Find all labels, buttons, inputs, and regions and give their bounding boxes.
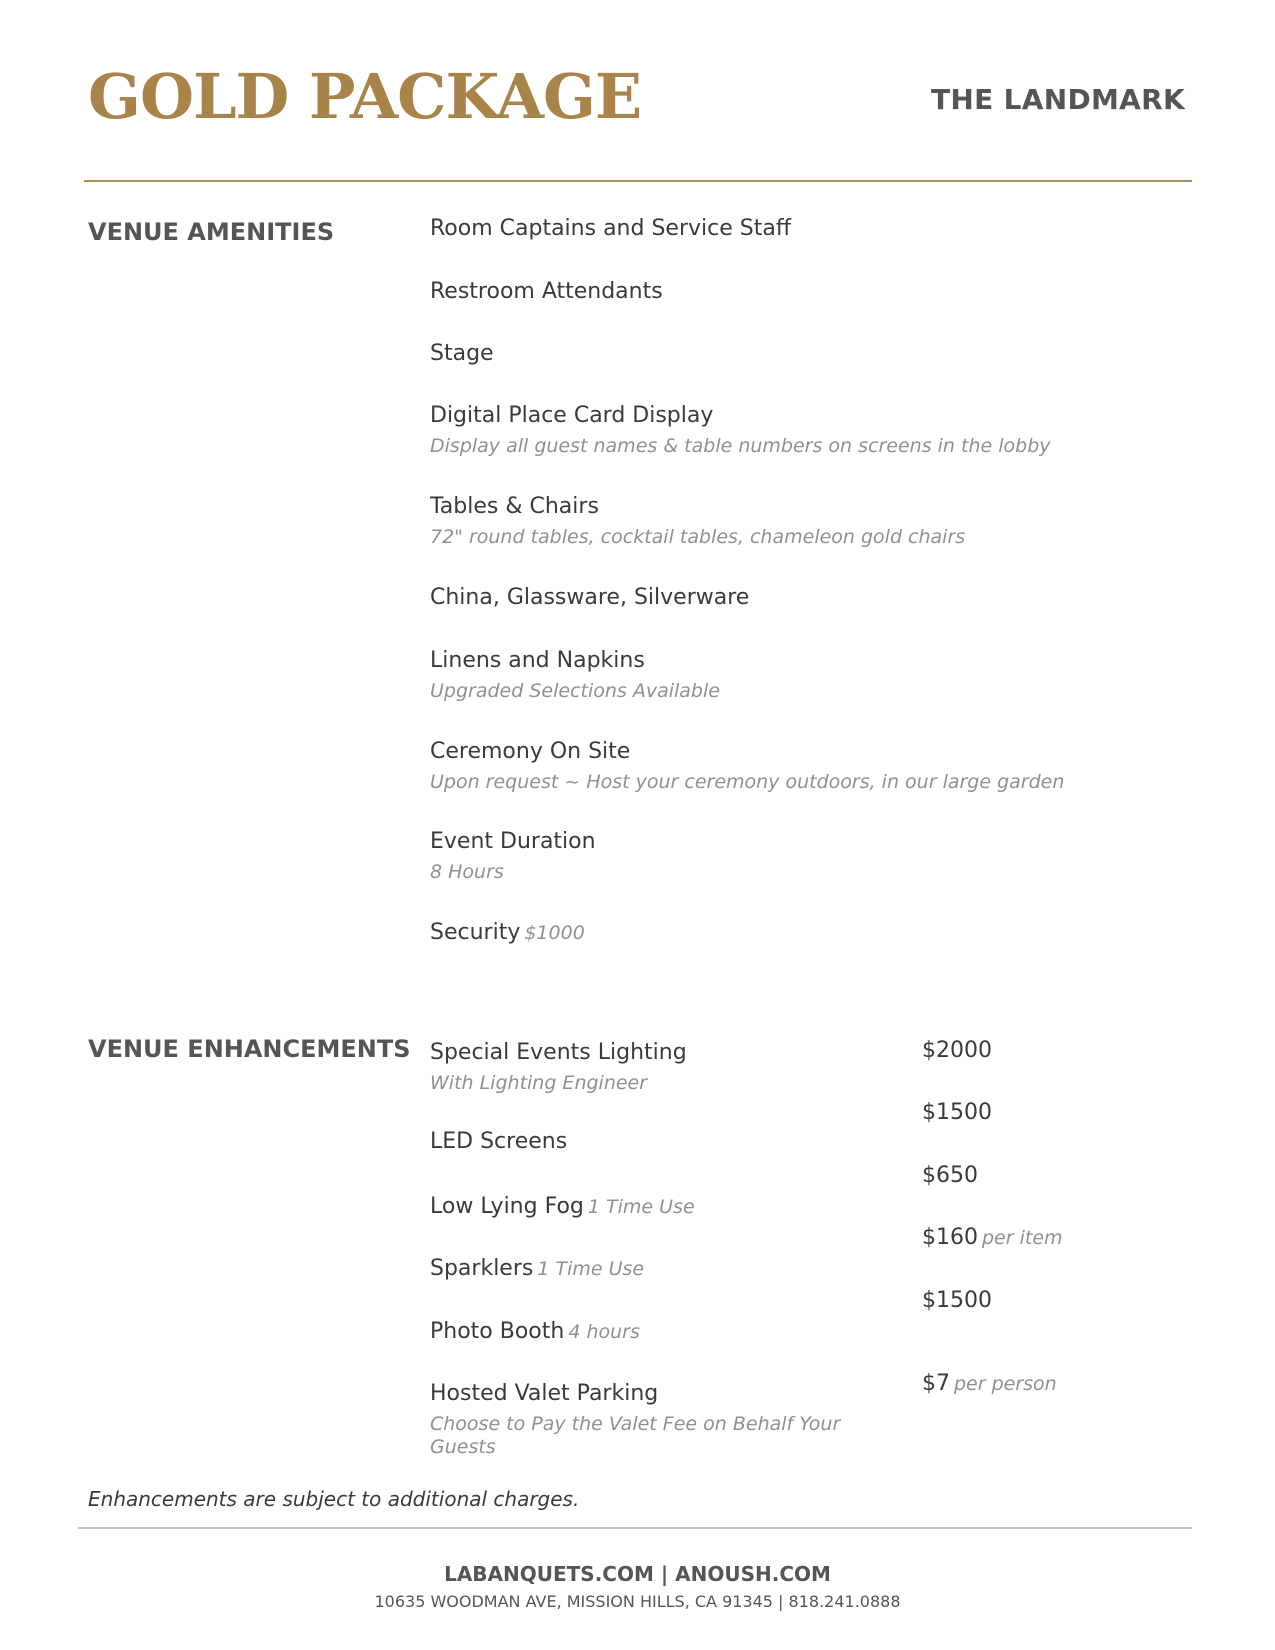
enhancement-name: LED Screens — [430, 1129, 568, 1154]
enhancement-price: $7 — [922, 1371, 950, 1396]
enhancement-name: Photo Booth — [430, 1319, 565, 1344]
enhancement-name: Special Events Lighting — [430, 1040, 687, 1065]
enhancement-price: $650 — [922, 1163, 978, 1188]
disclaimer-note: Enhancements are subject to additional charges. — [88, 1487, 580, 1511]
amenity-price-note: $1000 — [524, 922, 585, 944]
enhancement-price-unit: per person — [954, 1373, 1057, 1395]
amenity-item — [430, 279, 1070, 305]
amenity-item — [430, 739, 1070, 794]
amenity-name: Room Captains and Service Staff — [430, 216, 791, 241]
enhancement-inline-note: 1 Time Use — [587, 1196, 695, 1218]
amenity-note: Display all guest names & table numbers on screens in the lobby — [430, 435, 1051, 458]
enhancement-name: Sparklers — [430, 1256, 534, 1281]
package-title: GOLD PACKAGE — [88, 60, 642, 133]
enhancement-item — [430, 1319, 890, 1345]
amenity-item — [430, 829, 1070, 884]
amenity-name: China, Glassware, Silverware — [430, 585, 750, 610]
enhancement-name: Hosted Valet Parking — [430, 1381, 659, 1406]
enhancement-item — [430, 1381, 890, 1459]
footer-address: 10635 WOODMAN AVE, MISSION HILLS, CA 91345 | 818.241.0888 — [374, 1592, 901, 1611]
amenity-item — [430, 585, 1070, 611]
amenity-name: Restroom Attendants — [430, 279, 663, 304]
amenity-name: Event Duration — [430, 829, 596, 854]
enhancement-price: $1500 — [922, 1288, 992, 1313]
enhancement-price-row — [922, 1225, 1063, 1251]
enhancement-note: Choose to Pay the Valet Fee on Behalf Your Guests — [430, 1413, 841, 1459]
amenity-name: Tables & Chairs — [430, 494, 599, 519]
enhancement-item — [430, 1129, 890, 1155]
footer-divider — [78, 1527, 1192, 1529]
enhancement-item — [430, 1040, 890, 1095]
amenity-name: Stage — [430, 341, 494, 366]
enhancement-price-row — [922, 1371, 1057, 1397]
amenity-name: Digital Place Card Display — [430, 403, 714, 428]
amenities-heading: VENUE AMENITIES — [88, 218, 335, 246]
enhancement-name-row — [430, 1319, 890, 1345]
enhancement-price: $160 — [922, 1225, 978, 1250]
enhancement-name: Low Lying Fog — [430, 1194, 584, 1219]
amenity-item — [430, 216, 1070, 242]
amenity-note: 8 Hours — [430, 861, 504, 884]
amenity-item — [430, 920, 1070, 946]
amenity-item — [430, 341, 1070, 367]
enhancement-note: With Lighting Engineer — [430, 1072, 648, 1095]
header-divider — [84, 180, 1192, 182]
amenity-item — [430, 403, 1070, 458]
enhancement-price: $1500 — [922, 1100, 992, 1125]
amenity-name: Security — [430, 920, 521, 945]
enhancement-item — [430, 1194, 890, 1220]
amenity-name-row — [430, 920, 1070, 946]
amenity-note: Upgraded Selections Available — [430, 680, 720, 703]
enhancement-item — [430, 1256, 890, 1282]
enhancement-name-row — [430, 1194, 890, 1220]
enhancements-heading: VENUE ENHANCEMENTS — [88, 1035, 411, 1063]
enhancement-name-row — [430, 1256, 890, 1282]
enhancement-inline-note: 1 Time Use — [537, 1258, 645, 1280]
enhancement-price-unit: per item — [982, 1227, 1063, 1249]
footer-websites: LABANQUETS.COM | ANOUSH.COM — [444, 1562, 831, 1586]
enhancement-inline-note: 4 hours — [568, 1321, 640, 1343]
amenity-item — [430, 648, 1070, 703]
amenity-name: Linens and Napkins — [430, 648, 645, 673]
enhancement-price: $2000 — [922, 1038, 992, 1063]
amenity-note: 72" round tables, cocktail tables, chameleon gold chairs — [430, 526, 966, 549]
venue-name: THE LANDMARK — [931, 83, 1185, 116]
amenity-item — [430, 494, 1070, 549]
amenity-name: Ceremony On Site — [430, 739, 631, 764]
amenity-note: Upon request ~ Host your ceremony outdoors, in our large garden — [430, 771, 1065, 794]
